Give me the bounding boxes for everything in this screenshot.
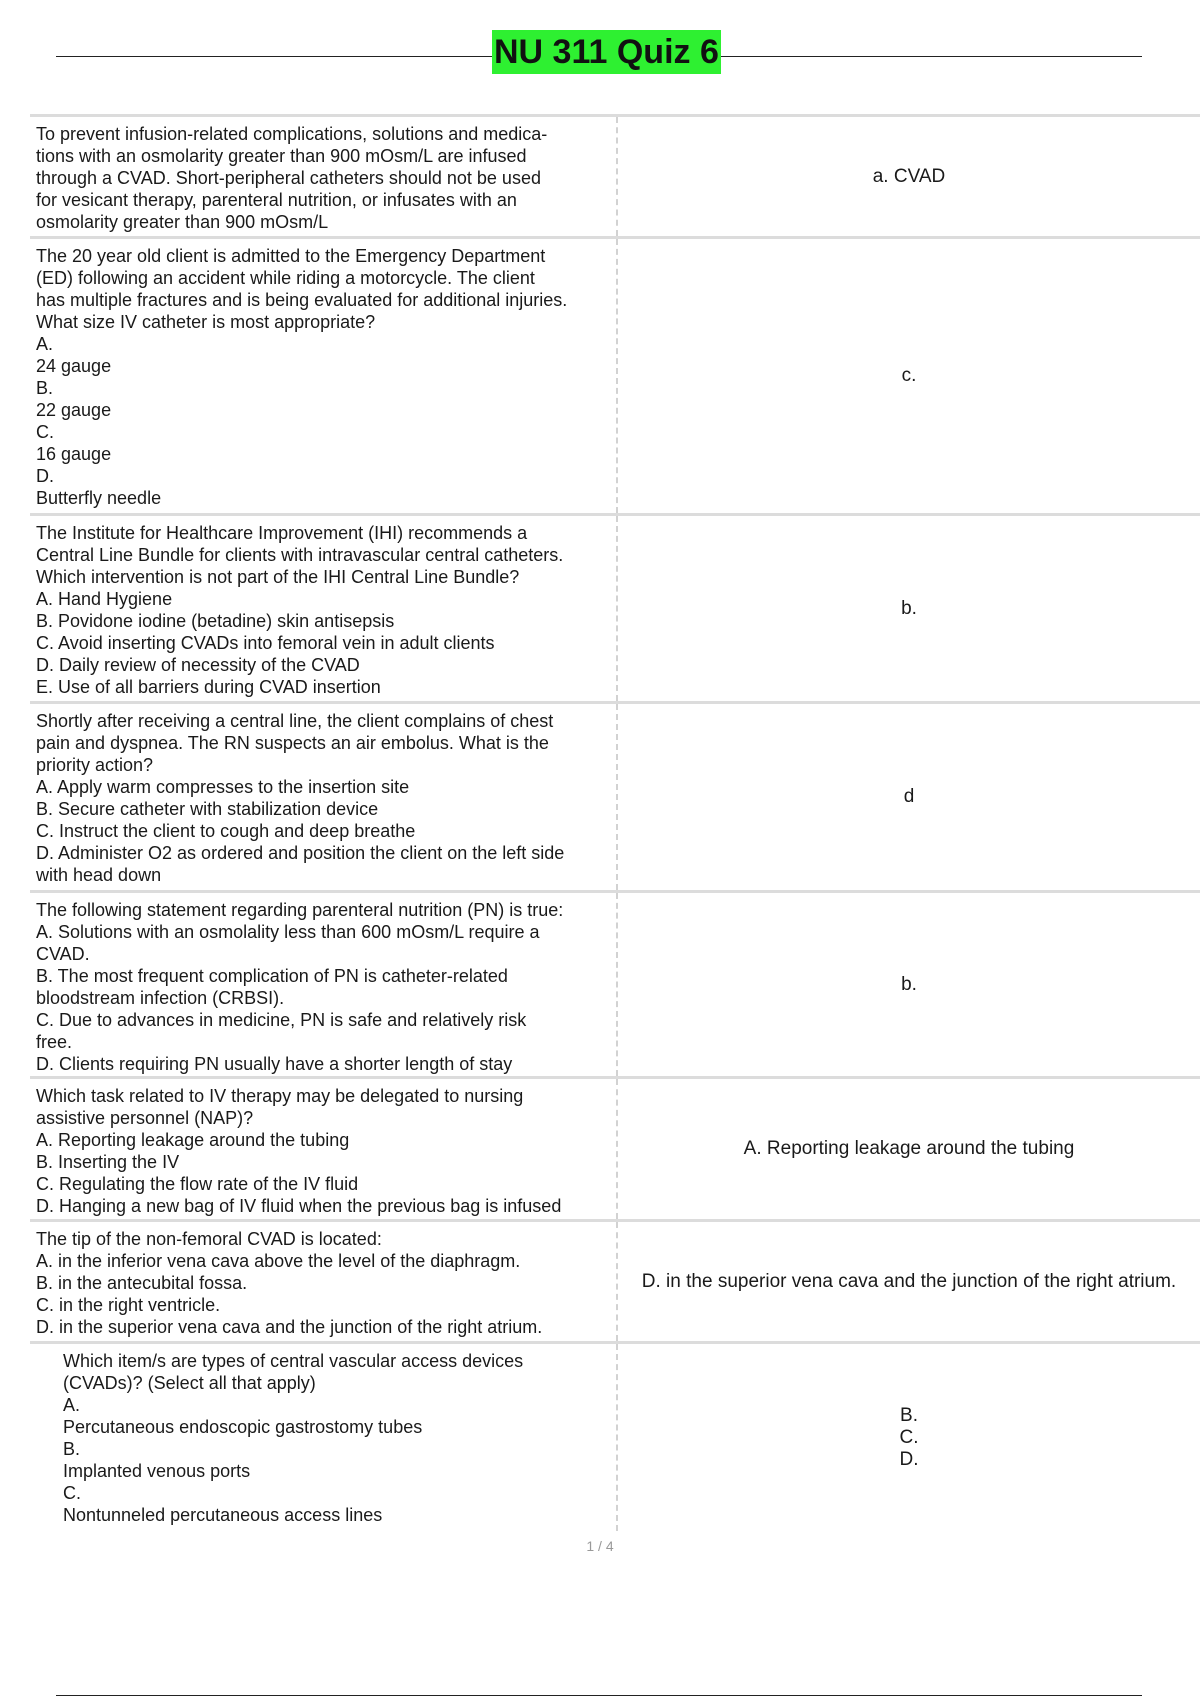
term-line: A.: [63, 1395, 81, 1415]
term-line: A. in the inferior vena cava above the level of the diaphragm.: [36, 1251, 521, 1271]
term-line: with head down: [36, 865, 162, 885]
term-line: C.: [63, 1483, 81, 1503]
term-line: A. Apply warm compresses to the insertion site: [36, 777, 410, 797]
term-line: priority action?: [36, 755, 154, 775]
card-term: [30, 117, 618, 236]
term-line: D.: [36, 466, 54, 486]
term-line: C. Instruct the client to cough and deep breathe: [36, 821, 416, 841]
term-line: D. Administer O2 as ordered and position the client on the left side: [36, 843, 565, 863]
term-line: CVAD.: [36, 944, 90, 964]
term-line: B. Inserting the IV: [36, 1152, 180, 1172]
card-definition: A. Reporting leakage around the tubing: [743, 1138, 1075, 1159]
term-line: for vesicant therapy, parenteral nutrition, or infusates with an: [36, 190, 517, 210]
term-line: The following statement regarding parenteral nutrition (PN) is true:: [36, 900, 564, 920]
card-term: [30, 239, 618, 513]
term-line: 16 gauge: [36, 444, 112, 464]
flashcard: [30, 1076, 1200, 1219]
page-header: [56, 30, 1142, 74]
term-line: B.: [63, 1439, 81, 1459]
term-line: (ED) following an accident while riding a motorcycle. The client: [36, 268, 535, 288]
term-line: Which task related to IV therapy may be delegated to nursing: [36, 1086, 524, 1106]
term-line: Which item/s are types of central vascular access devices: [63, 1351, 524, 1371]
term-line: The 20 year old client is admitted to the Emergency Department: [36, 246, 546, 266]
term-line: Percutaneous endoscopic gastrostomy tubes: [63, 1417, 423, 1437]
term-line: B. Povidone iodine (betadine) skin antisepsis: [36, 611, 395, 631]
card-definition: a. CVAD: [872, 165, 946, 187]
card-term: [30, 704, 618, 890]
term-line: (CVADs)? (Select all that apply): [63, 1373, 316, 1393]
term-line: C. Due to advances in medicine, PN is safe and relatively risk: [36, 1010, 527, 1030]
page-number: 1 / 4: [586, 1538, 614, 1554]
term-line: 22 gauge: [36, 400, 112, 420]
term-line: B.: [36, 378, 54, 398]
term-line: C. in the right ventricle.: [36, 1295, 221, 1315]
term-line: What size IV catheter is most appropriate?: [36, 312, 376, 332]
term-line: A. Solutions with an osmolality less than 600 mOsm/L require a: [36, 922, 540, 942]
term-line: A.: [36, 334, 54, 354]
term-line: pain and dyspnea. The RN suspects an air embolus. What is the: [36, 733, 549, 753]
card-definition: b.: [901, 597, 917, 619]
card-term: [30, 893, 618, 1076]
term-line: has multiple fractures and is being evaluated for additional injuries.: [36, 290, 568, 310]
term-line: Implanted venous ports: [63, 1461, 251, 1481]
flashcard: [30, 513, 1200, 701]
flashcard: [30, 236, 1200, 513]
card-term: [30, 1344, 618, 1531]
term-line: To prevent infusion-related complications, solutions and medica-: [36, 124, 548, 144]
flashcard: [30, 890, 1200, 1076]
card-definition: D. in the superior vena cava and the junction of the right atrium.: [641, 1270, 1177, 1292]
flashcard: [30, 1219, 1200, 1341]
flashcard: [30, 114, 1200, 236]
term-line: A. Hand Hygiene: [36, 589, 173, 609]
card-term: [30, 1222, 618, 1341]
term-line: E. Use of all barriers during CVAD insertion: [36, 677, 381, 697]
page-title: NU 311 Quiz 6: [492, 30, 721, 74]
term-line: Butterfly needle: [36, 488, 162, 508]
term-line: D. Hanging a new bag of IV fluid when the previous bag is infused: [36, 1196, 562, 1216]
term-line: C.: [36, 422, 54, 442]
term-line: C. Regulating the flow rate of the IV fluid: [36, 1174, 359, 1194]
term-line: D. Daily review of necessity of the CVAD: [36, 655, 360, 675]
term-line: 24 gauge: [36, 356, 112, 376]
term-line: free.: [36, 1032, 73, 1052]
term-line: Nontunneled percutaneous access lines: [63, 1505, 383, 1525]
term-line: Central Line Bundle for clients with intravascular central catheters.: [36, 545, 564, 565]
term-line: The tip of the non-femoral CVAD is located:: [36, 1229, 382, 1249]
term-line: B. in the antecubital fossa.: [36, 1273, 248, 1293]
term-line: B. Secure catheter with stabilization device: [36, 799, 379, 819]
card-definition: B. C. D.: [899, 1404, 919, 1470]
term-line: D. Clients requiring PN usually have a shorter length of stay: [36, 1054, 513, 1074]
term-line: Which intervention is not part of the IHI Central Line Bundle?: [36, 567, 520, 587]
term-line: through a CVAD. Short-peripheral catheters should not be used: [36, 168, 541, 188]
term-line: D. in the superior vena cava and the junction of the right atrium.: [36, 1317, 543, 1337]
card-term: [30, 516, 618, 701]
term-line: Shortly after receiving a central line, the client complains of chest: [36, 711, 554, 731]
flashcard: [30, 1341, 1200, 1531]
flashcard-list: [30, 114, 1200, 1531]
card-definition: b.: [901, 973, 917, 995]
term-line: osmolarity greater than 900 mOsm/L: [36, 212, 329, 232]
term-line: assistive personnel (NAP)?: [36, 1108, 254, 1128]
term-line: C. Avoid inserting CVADs into femoral vein in adult clients: [36, 633, 495, 653]
footer-rule: [56, 1695, 1142, 1696]
term-line: bloodstream infection (CRBSI).: [36, 988, 285, 1008]
term-line: tions with an osmolarity greater than 900 mOsm/L are infused: [36, 146, 527, 166]
term-line: The Institute for Healthcare Improvement (IHI) recommends a: [36, 523, 528, 543]
term-line: A. Reporting leakage around the tubing: [36, 1130, 350, 1150]
card-definition: d: [903, 786, 915, 807]
card-term: [30, 1079, 618, 1219]
flashcard: [30, 701, 1200, 890]
term-line: B. The most frequent complication of PN is catheter-related: [36, 966, 508, 986]
card-definition: c.: [901, 365, 917, 386]
